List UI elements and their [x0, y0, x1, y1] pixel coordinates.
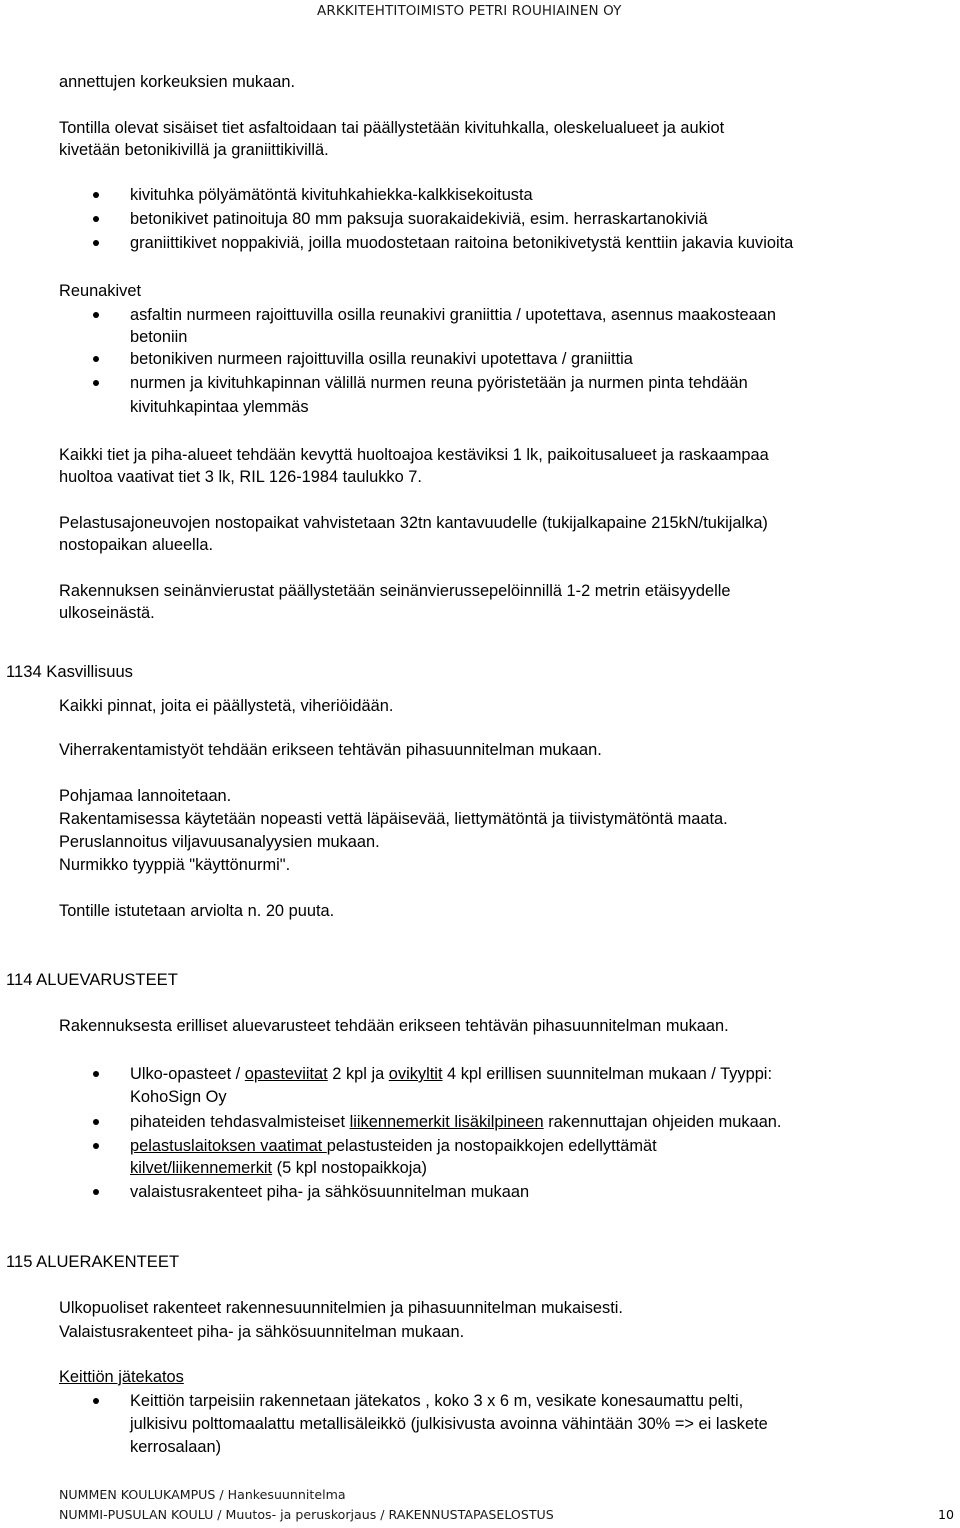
- text-run: 2 kpl ja: [327, 1065, 389, 1083]
- page-number: 10: [938, 1507, 955, 1522]
- text-run: (5 kpl nostopaikkoja): [272, 1159, 427, 1177]
- list-item: [130, 1112, 781, 1132]
- list-item: nurmen ja kivituhkapinnan välillä nurmen reuna pyöristetään ja nurmen pinta tehdään: [130, 374, 748, 392]
- list-item: [130, 1136, 657, 1156]
- underlined-term: kilvet/liikennemerkit: [130, 1159, 273, 1177]
- footer-document: NUMMI-PUSULAN KOULU / Muutos- ja peruskorjaus / RAKENNUSTAPASELOSTUS: [59, 1507, 554, 1522]
- underlined-term: ovikyltit: [388, 1065, 443, 1083]
- body-text: Rakentamisessa käytetään nopeasti vettä läpäisevää, liettymätöntä ja tiivistymätöntä maata.: [59, 810, 728, 828]
- body-text: Valaistusrakenteet piha- ja sähkösuunnitelman mukaan.: [59, 1323, 465, 1341]
- bullet-icon: [93, 192, 99, 198]
- list-item-cont: julkisivu polttomaalattu metallisäleikkö (julkisivusta avoinna vähintään 30% => ei laskete: [130, 1415, 768, 1433]
- body-text: Viherrakentamistyöt tehdään erikseen tehtävän pihasuunnitelman mukaan.: [59, 741, 602, 759]
- body-text: kivetään betonikivillä ja graniittikivillä.: [59, 141, 329, 159]
- body-text: nostopaikan alueella.: [59, 536, 214, 554]
- body-text: Ulkopuoliset rakenteet rakennesuunnitelmien ja pihasuunnitelman mukaisesti.: [59, 1299, 623, 1317]
- list-item: betonikiven nurmeen rajoittuvilla osilla reunakivi upotettava / graniittia: [130, 350, 633, 368]
- body-text: annettujen korkeuksien mukaan.: [59, 73, 295, 91]
- list-item-cont: kivituhkapintaa ylemmäs: [130, 398, 309, 416]
- bullet-icon: [93, 1119, 99, 1125]
- bullet-icon: [93, 240, 99, 246]
- body-text: Rakennuksesta erilliset aluevarusteet tehdään erikseen tehtävän pihasuunnitelman mukaan.: [59, 1017, 729, 1035]
- body-text: Rakennuksen seinänvierustat päällystetään seinänvierussepelöinnillä 1-2 metrin etäisyydelle: [59, 582, 731, 600]
- underlined-term: opasteviitat: [244, 1065, 328, 1083]
- body-text: Nurmikko tyyppiä "käyttönurmi".: [59, 856, 291, 874]
- subsection-title: Reunakivet: [59, 282, 142, 300]
- section-heading: 115 ALUERAKENTEET: [6, 1252, 180, 1271]
- list-item-cont: [130, 1158, 427, 1178]
- list-item: Keittiön tarpeisiin rakennetaan jätekatos , koko 3 x 6 m, vesikate konesaumattu pelti,: [130, 1392, 744, 1410]
- underlined-term: liikennemerkit lisäkilpineen: [349, 1113, 544, 1131]
- body-text: Kaikki pinnat, joita ei päällystetä, viheriöidään.: [59, 697, 394, 715]
- text-run: Ulko-opasteet /: [130, 1065, 245, 1083]
- footer-project: NUMMEN KOULUKAMPUS / Hankesuunnitelma: [59, 1487, 346, 1502]
- header-org: ARKKITEHTITOIMISTO PETRI ROUHIAINEN OY: [317, 3, 622, 19]
- body-text: Peruslannoitus viljavuusanalyysien mukaan.: [59, 833, 380, 851]
- list-item: betonikivet patinoituja 80 mm paksuja suorakaidekiviä, esim. herraskartanokiviä: [130, 210, 708, 228]
- text-run: pelastusteiden ja nostopaikkojen edellyttämät: [326, 1137, 657, 1155]
- underlined-term: pelastuslaitoksen vaatimat: [130, 1137, 327, 1155]
- body-text: Pelastusajoneuvojen nostopaikat vahvistetaan 32tn kantavuudelle (tukijalkapaine 215kN/tukijalka): [59, 514, 768, 532]
- bullet-icon: [93, 356, 99, 362]
- subsection-title: Keittiön jätekatos: [59, 1368, 184, 1386]
- bullet-icon: [93, 1398, 99, 1404]
- body-text: Tontilla olevat sisäiset tiet asfaltoidaan tai päällystetään kivituhkalla, oleskelualueet ja aukiot: [59, 119, 725, 137]
- body-text: Kaikki tiet ja piha-alueet tehdään kevyttä huoltoajoa kestäviksi 1 lk, paikoitusalueet ja raskaampaa: [59, 446, 769, 464]
- bullet-icon: [93, 216, 99, 222]
- list-item-cont: KohoSign Oy: [130, 1088, 227, 1106]
- section-heading: 1134 Kasvillisuus: [6, 662, 133, 681]
- bullet-icon: [93, 1189, 99, 1195]
- list-item-cont: kerrosalaan): [130, 1438, 222, 1456]
- list-item: [130, 1064, 772, 1084]
- body-text: huoltoa vaativat tiet 3 lk, RIL 126-1984 taulukko 7.: [59, 468, 422, 486]
- bullet-icon: [93, 312, 99, 318]
- text-run: 4 kpl erillisen suunnitelman mukaan / Tyyppi:: [442, 1065, 773, 1083]
- list-item-cont: betoniin: [130, 328, 188, 346]
- bullet-icon: [93, 1143, 99, 1149]
- body-text: Tontille istutetaan arviolta n. 20 puuta.: [59, 902, 335, 920]
- list-item: kivituhka pölyämätöntä kivituhkahiekka-kalkkisekoitusta: [130, 186, 533, 204]
- list-item: graniittikivet noppakiviä, joilla muodostetaan raitoina betonikivetystä kenttiin jakavia kuvioita: [130, 234, 794, 252]
- list-item: asfaltin nurmeen rajoittuvilla osilla reunakivi graniittia / upotettava, asennus maakosteaan: [130, 306, 776, 324]
- text-run: rakennuttajan ohjeiden mukaan.: [543, 1113, 782, 1131]
- section-heading: 114 ALUEVARUSTEET: [6, 970, 178, 989]
- body-text: Pohjamaa lannoitetaan.: [59, 787, 232, 805]
- list-item: valaistusrakenteet piha- ja sähkösuunnitelman mukaan: [130, 1183, 530, 1201]
- bullet-icon: [93, 380, 99, 386]
- text-run: pihateiden tehdasvalmisteiset: [130, 1113, 350, 1131]
- body-text: ulkoseinästä.: [59, 604, 155, 622]
- bullet-icon: [93, 1071, 99, 1077]
